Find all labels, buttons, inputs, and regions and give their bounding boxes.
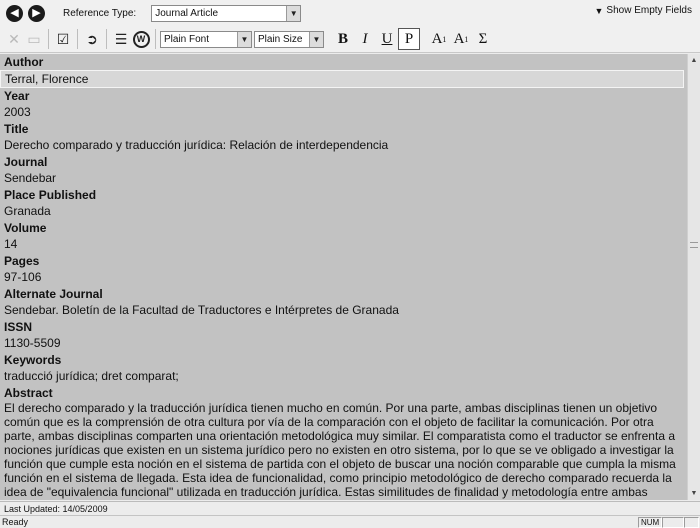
reference-fields [0, 54, 686, 500]
issn-label: ISSN [4, 320, 33, 334]
scroll-up-arrow-icon[interactable]: ▲ [690, 57, 698, 64]
font-value: Plain Font [164, 33, 210, 45]
place-published-value[interactable]: Granada [4, 204, 51, 218]
subscript-button[interactable] [450, 28, 472, 50]
superscript-base: A [431, 30, 443, 47]
format-toolbar [0, 26, 700, 53]
abstract-label: Abstract [4, 386, 53, 400]
year-label: Year [4, 89, 30, 103]
subscript-mark: 1 [464, 34, 469, 44]
italic-button[interactable]: I [362, 30, 368, 47]
size-select[interactable] [254, 31, 324, 48]
author-value[interactable]: Terral, Florence [0, 70, 684, 88]
insert-citation-icon[interactable]: ✕ [8, 30, 20, 47]
scroll-thumb[interactable] [690, 242, 698, 248]
pushpin-icon[interactable]: ➲ [86, 30, 98, 47]
last-updated: Last Updated: 14/05/2009 [0, 501, 700, 515]
forward-arrow-icon[interactable]: ▶ [28, 5, 45, 22]
checklist-icon[interactable]: ☑ [56, 30, 70, 47]
web-link-icon[interactable]: W [131, 29, 151, 49]
chevron-down-icon[interactable]: ▼ [286, 6, 300, 21]
reference-pane [0, 54, 700, 500]
volume-value[interactable]: 14 [4, 237, 18, 251]
show-empty-fields-button[interactable] [594, 5, 692, 16]
volume-label: Volume [4, 221, 47, 235]
chevron-down-icon[interactable]: ▼ [309, 32, 323, 47]
journal-value[interactable]: Sendebar [4, 171, 57, 185]
font-select[interactable] [160, 31, 252, 48]
plain-text-button[interactable]: P [398, 28, 420, 50]
list-icon[interactable]: ☰ [114, 30, 128, 47]
toolbar-divider [77, 29, 78, 49]
back-arrow-icon[interactable]: ◀ [6, 5, 23, 22]
vertical-scrollbar[interactable] [687, 54, 700, 500]
superscript-button[interactable] [428, 28, 450, 50]
chevron-down-icon[interactable]: ▼ [237, 32, 251, 47]
pages-value[interactable]: 97-106 [4, 270, 42, 284]
year-value[interactable]: 2003 [4, 105, 31, 119]
journal-label: Journal [4, 155, 48, 169]
reference-type-select[interactable] [151, 5, 301, 22]
bold-button[interactable]: B [337, 30, 348, 47]
show-empty-fields-label: Show Empty Fields [606, 5, 692, 16]
status-panel-grip [684, 517, 699, 528]
reference-type-value: Journal Article [155, 7, 219, 19]
reference-toolbar [0, 0, 700, 26]
symbol-button[interactable]: Σ [478, 30, 488, 47]
alternate-journal-value[interactable]: Sendebar. Boletín de la Facultad de Traductores e Intérpretes de Granada [4, 303, 399, 317]
keywords-label: Keywords [4, 353, 62, 367]
place-published-label: Place Published [4, 188, 97, 202]
abstract-value[interactable]: El derecho comparado y la traducción jurídica tienen mucho en común. Por una parte, ambas disciplinas tienen un objetivo común que es la comprensión de otra cultura por vía de la comparación con el objeto de facilitar la comunicación. Por otra parte, ambas disciplinas comparten una orientación metodológica muy similar. El comparatista como el traductor se enfrenta a nociones jurídicas que existen en un sistema jurídico pero no existen en otro sistema, por lo que se ve obligado a investigar la función que cumple esta noción en el sistema de partida con el objeto de buscar una noción comparable que cumpla la misma función en el sistema de llegada. Esta idea de funcionalidad, como principio metodológico de derecho comparado recuerda la idea de "equivalencia funcional" utilizada en traducción jurídica. Estas similitudes de finalidad y metodología entre ambas [4, 401, 676, 499]
status-text: Ready [2, 517, 29, 527]
scroll-down-arrow-icon[interactable]: ▼ [690, 490, 698, 497]
toolbar-divider [155, 29, 156, 49]
status-bar [0, 515, 700, 528]
size-value: Plain Size [258, 33, 303, 45]
issn-value[interactable]: 1130-5509 [4, 336, 61, 350]
title-label: Title [4, 122, 29, 136]
superscript-mark: 1 [442, 34, 447, 44]
author-label: Author [4, 55, 44, 69]
underline-button[interactable]: U [381, 30, 393, 47]
keywords-value[interactable]: traducció jurídica; dret comparat; [4, 369, 179, 383]
open-file-icon[interactable]: ▭ [27, 30, 41, 47]
title-value[interactable]: Derecho comparado y traducción jurídica: Relación de interdependencia [4, 138, 389, 152]
alternate-journal-label: Alternate Journal [4, 287, 103, 301]
subscript-base: A [453, 30, 465, 47]
toolbar-divider [48, 29, 49, 49]
reference-type-label: Reference Type: [63, 7, 137, 19]
toolbar-divider [106, 29, 107, 49]
pages-label: Pages [4, 254, 40, 268]
status-panel-empty [662, 517, 684, 528]
num-lock-indicator: NUM [638, 517, 662, 528]
double-chevron-down-icon: ▼ [594, 5, 604, 16]
